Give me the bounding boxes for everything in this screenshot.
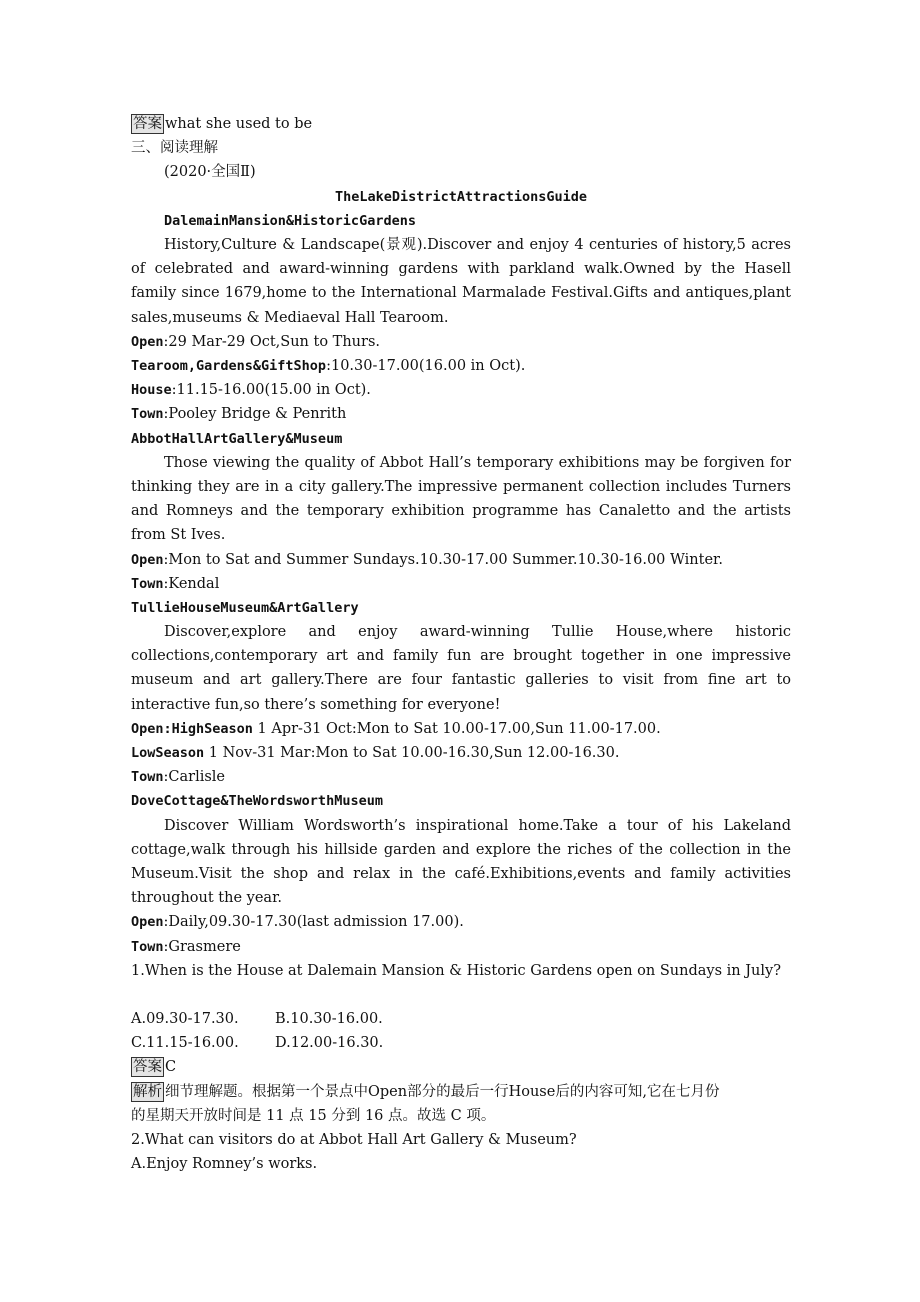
open-value: :Daily,09.30-17.30(last admission 17.00). xyxy=(163,914,464,931)
attraction-1-open xyxy=(131,330,791,354)
open-label: Open xyxy=(131,551,164,568)
tearoom-value: :10.30-17.00(16.00 in Oct). xyxy=(326,357,526,374)
low-season-label: LowSeason xyxy=(131,745,205,762)
attraction-3-name: TullieHouseMuseum&ArtGallery xyxy=(131,599,359,616)
q1-analysis-line-1 xyxy=(131,1080,791,1104)
question-number: 1. xyxy=(131,962,145,979)
attraction-3-open xyxy=(131,717,791,741)
attraction-3-town xyxy=(131,765,791,789)
town-value: :Pooley Bridge & Penrith xyxy=(163,406,347,423)
attraction-2-town xyxy=(131,572,791,596)
town-value: :Kendal xyxy=(163,575,220,592)
q2-option-a: A.Enjoy Romney’s works. xyxy=(131,1156,318,1173)
low-season-value: 1 Nov-31 Mar:Mon to Sat 10.00-16.30,Sun 12.00-16.30. xyxy=(204,745,620,762)
town-label: Town xyxy=(131,575,164,592)
town-value: :Grasmere xyxy=(163,938,241,955)
answer-tag: 答案 xyxy=(133,1059,162,1076)
attraction-1-town xyxy=(131,402,791,426)
analysis-keyword: Open xyxy=(368,1083,408,1100)
q1-option-c: C.11.15-16.00. xyxy=(131,1035,239,1052)
q0-answer-line xyxy=(131,112,791,136)
attraction-2-description: Those viewing the quality of Abbot Hall’s temporary exhibitions may be forgiven for thinking they are in a city gallery.The impressive permanent collection includes Turners and Romneys and the temporary exhibition programme has Canaletto and the artists from St Ives. xyxy=(131,454,791,544)
attraction-1-tearoom xyxy=(131,354,791,378)
blank-line xyxy=(131,983,791,1007)
q1-options-row-1 xyxy=(131,1007,791,1031)
q1-answer: C xyxy=(165,1059,177,1076)
open-label: Open xyxy=(131,333,164,350)
document-page xyxy=(131,112,791,1176)
attraction-3-low-season xyxy=(131,741,791,765)
question-2 xyxy=(131,1128,791,1152)
attraction-1-house xyxy=(131,378,791,402)
town-label: Town xyxy=(131,406,164,423)
attraction-3-description: Discover,explore and enjoy award-winning Tullie House,where historic collections,contemporary art and family fun are brought together in one impressive museum and art gallery.There are four fantastic galleries to visit from fine art to interactive fun,so there’s something for everyone! xyxy=(131,624,791,713)
analysis-text: 细节理解题。根据第一个景点中 xyxy=(165,1083,368,1100)
q1-option-a: A.09.30-17.30. xyxy=(131,1011,239,1027)
town-label: Town xyxy=(131,938,164,955)
q1-options-row-2 xyxy=(131,1031,791,1055)
q1-answer-line xyxy=(131,1055,791,1079)
house-value: :11.15-16.00(15.00 in Oct). xyxy=(171,382,371,399)
open-value: :29 Mar-29 Oct,Sun to Thurs. xyxy=(163,333,381,350)
town-value: :Carlisle xyxy=(163,769,226,786)
attraction-2-open xyxy=(131,548,791,572)
attraction-4-town xyxy=(131,935,791,959)
answer-tag: 答案 xyxy=(133,116,162,132)
analysis-text: 部分的最后一行 xyxy=(407,1083,509,1100)
house-label: House xyxy=(131,382,172,399)
passage-title: TheLakeDistrictAttractionsGuide xyxy=(335,188,587,205)
attraction-1-name: DalemainMansion&HistoricGardens xyxy=(164,212,416,229)
attraction-4-description: Discover William Wordsworth’s inspirational home.Take a tour of his Lakeland cottage,walk through his hillside garden and explore the riches of the collection in the Museum.Visit the shop and relax in the café.Exhibitions,events and family activities throughout the year. xyxy=(131,817,791,907)
town-label: Town xyxy=(131,769,164,786)
attraction-4-name: DoveCottage&TheWordsworthMuseum xyxy=(131,793,383,810)
open-label: Open xyxy=(131,914,164,931)
attraction-1-description: History,Culture & Landscape(景观).Discover and enjoy 4 centuries of history,5 acres of celebrated and award-winning gardens with parkland walk.Owned by the Hasell family since 1679,home to the International Marmalade Festival.Gifts and antiques,plant sales,museums & Mediaeval Hall Tearoom. xyxy=(131,236,791,326)
analysis-tag: 解析 xyxy=(133,1083,162,1100)
q0-answer-text: what she used to be xyxy=(165,116,313,132)
q1-option-b: B.10.30-16.00. xyxy=(275,1011,383,1027)
q1-analysis-line-2: 的星期天开放时间是 11 点 15 分到 16 点。故选 C 项。 xyxy=(131,1107,496,1124)
question-text: When is the House at Dalemain Mansion & Historic Gardens open on Sundays in July? xyxy=(144,962,781,979)
source-note: (2020·全国Ⅱ) xyxy=(164,164,256,181)
analysis-keyword: House xyxy=(508,1083,556,1100)
attraction-4-open xyxy=(131,910,791,934)
question-number: 2. xyxy=(131,1131,145,1148)
open-value: :Mon to Sat and Summer Sundays.10.30-17.00 Summer.10.30-16.00 Winter. xyxy=(163,551,723,568)
open-label: Open:HighSeason xyxy=(131,720,253,737)
tearoom-label: Tearoom,Gardens&GiftShop xyxy=(131,357,327,374)
question-text: What can visitors do at Abbot Hall Art Gallery & Museum? xyxy=(144,1131,577,1148)
section-heading: 三、阅读理解 xyxy=(131,140,218,157)
analysis-text: 后的内容可知,它在七月份 xyxy=(555,1083,720,1100)
attraction-2-name: AbbotHallArtGallery&Museum xyxy=(131,430,343,447)
question-1 xyxy=(131,959,791,983)
open-value: 1 Apr-31 Oct:Mon to Sat 10.00-17.00,Sun 11.00-17.00. xyxy=(252,720,661,737)
q1-option-d: D.12.00-16.30. xyxy=(275,1035,384,1052)
